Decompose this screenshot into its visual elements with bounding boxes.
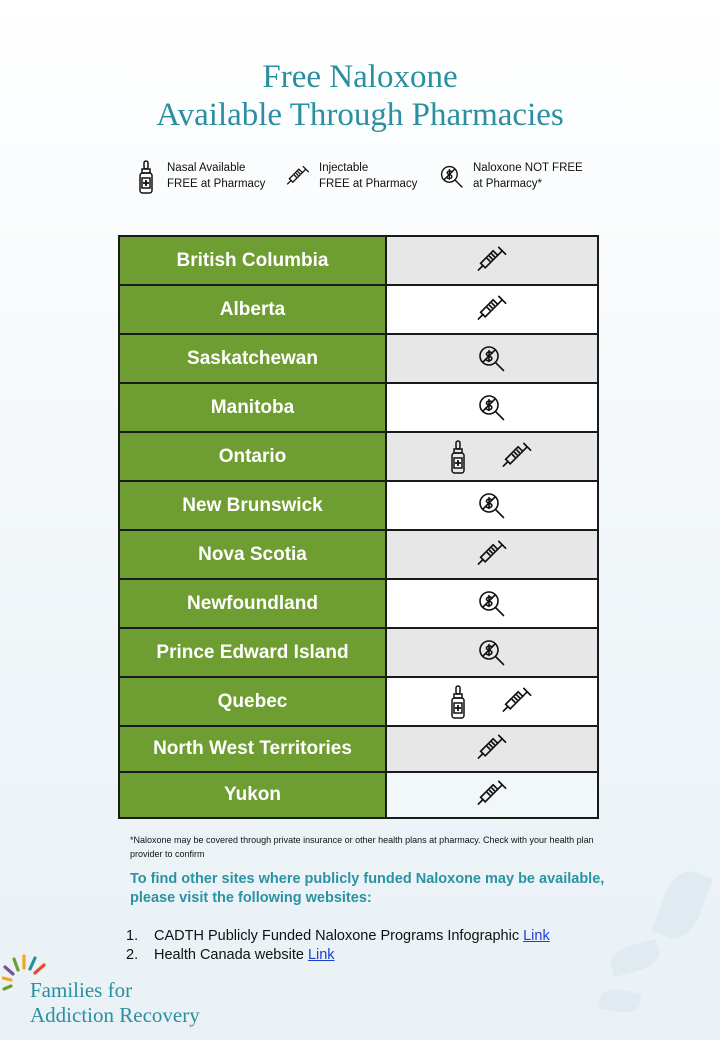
- province-name: British Columbia: [119, 236, 386, 285]
- syringe-icon: [475, 778, 509, 812]
- nasal-spray-icon: [450, 685, 466, 719]
- title-line-2: Available Through Pharmacies: [156, 97, 564, 133]
- availability-cell: [386, 383, 598, 432]
- province-name: Prince Edward Island: [119, 628, 386, 677]
- legend-injectable-line1: Injectable: [319, 162, 369, 174]
- not-free-icon: [477, 638, 507, 668]
- list-item: [126, 927, 550, 946]
- logo: [0, 950, 240, 1030]
- table-row: [119, 285, 598, 334]
- not-free-icon: [477, 589, 507, 619]
- legend: [133, 160, 603, 200]
- province-name: Alberta: [119, 285, 386, 334]
- nasal-spray-icon: [133, 160, 159, 194]
- availability-cell: [386, 285, 598, 334]
- legend-nasal-line2: FREE at Pharmacy: [167, 178, 266, 190]
- syringe-icon: [285, 160, 311, 194]
- table-row: [119, 726, 598, 772]
- list-text: Health Canada website: [154, 947, 304, 963]
- title-line-1: Free Naloxone: [262, 59, 458, 95]
- logo-line-2: Addiction Recovery: [30, 1003, 200, 1027]
- province-name: Nova Scotia: [119, 530, 386, 579]
- availability-cell: [386, 677, 598, 726]
- legend-not-free-line2: at Pharmacy*: [473, 178, 543, 190]
- availability-cell: [386, 772, 598, 818]
- province-name: North West Territories: [119, 726, 386, 772]
- syringe-icon: [475, 732, 509, 766]
- decorative-leaf: [607, 939, 662, 977]
- table-row: [119, 772, 598, 818]
- province-name: Yukon: [119, 772, 386, 818]
- availability-cell: [386, 236, 598, 285]
- list-number: 2.: [126, 947, 139, 963]
- list-text: CADTH Publicly Funded Naloxone Programs Infographic: [154, 928, 520, 944]
- availability-cell: [386, 334, 598, 383]
- logo-line-1: Families for: [30, 978, 133, 1002]
- availability-cell: [386, 432, 598, 481]
- legend-not-free-line1: Naloxone NOT FREE: [473, 162, 583, 174]
- cadth-link[interactable]: Link: [523, 928, 550, 944]
- legend-injectable-line2: FREE at Pharmacy: [319, 178, 418, 190]
- legend-nasal: [133, 160, 265, 194]
- syringe-icon: [500, 685, 534, 719]
- availability-cell: [386, 579, 598, 628]
- legend-injectable: [285, 160, 417, 194]
- availability-cell: [386, 530, 598, 579]
- syringe-icon: [500, 440, 534, 474]
- syringe-icon: [475, 538, 509, 572]
- table-row: [119, 628, 598, 677]
- province-name: New Brunswick: [119, 481, 386, 530]
- not-free-icon: [439, 160, 465, 194]
- list-number: 1.: [126, 928, 139, 944]
- table-row: [119, 236, 598, 285]
- page-title: [0, 58, 720, 134]
- find-sites-text: To find other sites where publicly funded Naloxone may be available, please visit the following websites:: [130, 871, 605, 906]
- table-row: [119, 432, 598, 481]
- legend-nasal-line1: Nasal Available: [167, 162, 246, 174]
- availability-cell: [386, 481, 598, 530]
- availability-cell: [386, 726, 598, 772]
- province-table: [118, 235, 599, 819]
- health-canada-link[interactable]: Link: [307, 947, 335, 963]
- table-row: [119, 579, 598, 628]
- table-row: [119, 677, 598, 726]
- province-name: Manitoba: [119, 383, 386, 432]
- table-row: [119, 530, 598, 579]
- province-name: Saskatchewan: [119, 334, 386, 383]
- decorative-leaf: [651, 865, 713, 944]
- nasal-spray-icon: [450, 440, 466, 474]
- syringe-icon: [475, 293, 509, 327]
- province-name: Ontario: [119, 432, 386, 481]
- not-free-icon: [477, 344, 507, 374]
- footnote: *Naloxone may be covered through private insurance or other health plans at pharmacy. Check with your health plan provider to confirm: [130, 835, 594, 859]
- decorative-leaf: [598, 987, 641, 1016]
- province-name: Quebec: [119, 677, 386, 726]
- availability-cell: [386, 628, 598, 677]
- legend-not-free: [439, 160, 583, 194]
- table-row: [119, 383, 598, 432]
- not-free-icon: [477, 393, 507, 423]
- table-row: [119, 334, 598, 383]
- table-row: [119, 481, 598, 530]
- not-free-icon: [477, 491, 507, 521]
- syringe-icon: [475, 244, 509, 278]
- province-name: Newfoundland: [119, 579, 386, 628]
